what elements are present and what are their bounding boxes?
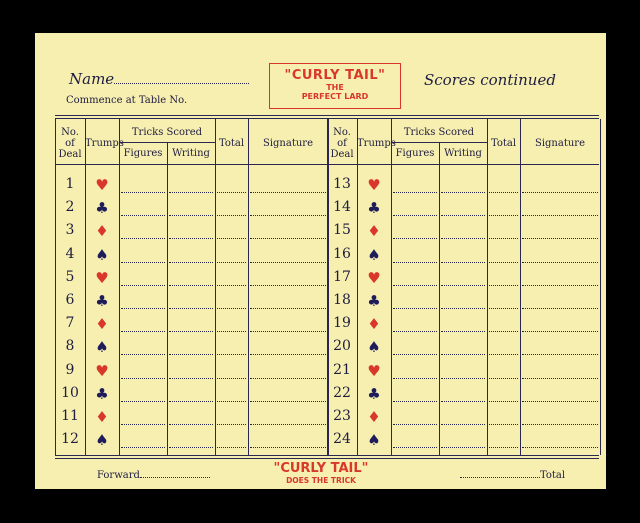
figures-field[interactable] — [393, 192, 437, 193]
total-field[interactable] — [217, 192, 246, 193]
column-rule — [248, 119, 249, 455]
writing-field[interactable] — [441, 262, 485, 263]
deal-number: 23 — [333, 408, 351, 424]
total-field[interactable] — [489, 354, 518, 355]
diamond-icon: ♦ — [95, 408, 109, 426]
signature-field[interactable] — [522, 308, 598, 309]
trumps-header: Trumps — [85, 138, 124, 149]
total-field[interactable] — [489, 192, 518, 193]
figures-field[interactable] — [121, 192, 165, 193]
total-field[interactable] — [217, 308, 246, 309]
tricks-subheader-rule — [119, 142, 215, 143]
club-icon: ♣ — [367, 384, 381, 403]
figures-field[interactable] — [393, 424, 437, 425]
figures-field[interactable] — [121, 378, 165, 379]
table-top-rule — [55, 115, 599, 116]
no-of-deal-header-line-1: No. — [61, 127, 79, 138]
club-icon: ♣ — [95, 384, 109, 403]
signature-field[interactable] — [250, 192, 326, 193]
deal-number: 15 — [333, 222, 351, 239]
writing-field[interactable] — [441, 447, 485, 448]
column-rule — [487, 119, 488, 455]
club-icon: ♣ — [367, 199, 381, 218]
deal-number: 16 — [333, 245, 351, 262]
signature-field[interactable] — [250, 215, 326, 216]
writing-header: Writing — [172, 148, 210, 159]
signature-field[interactable] — [250, 285, 326, 286]
diamond-icon: ♦ — [95, 315, 109, 334]
deal-number: 3 — [65, 222, 75, 239]
spade-icon: ♠ — [367, 338, 381, 357]
total-row — [460, 470, 565, 481]
table-bottom-rule-2 — [55, 458, 599, 459]
column-rule — [391, 119, 392, 455]
club-icon: ♣ — [95, 199, 109, 218]
spade-icon: ♠ — [367, 431, 381, 450]
deal-number: 10 — [61, 384, 79, 401]
writing-field[interactable] — [441, 424, 485, 425]
writing-header: Writing — [444, 148, 482, 159]
writing-field[interactable] — [441, 354, 485, 355]
writing-field[interactable] — [169, 378, 213, 379]
trumps-header: Trumps — [357, 138, 396, 149]
signature-field[interactable] — [522, 401, 598, 402]
deal-number: 20 — [333, 338, 351, 355]
deal-number: 13 — [333, 176, 351, 192]
forward-field[interactable] — [140, 477, 210, 478]
footer-brand — [271, 461, 371, 485]
total-field[interactable] — [217, 215, 246, 216]
diamond-icon: ♦ — [95, 222, 109, 241]
total-field[interactable] — [489, 285, 518, 286]
figures-field[interactable] — [121, 331, 165, 332]
column-rule — [215, 119, 216, 455]
total-field[interactable] — [217, 331, 246, 332]
writing-field[interactable] — [441, 238, 485, 239]
figures-header: Figures — [123, 148, 163, 159]
figures-field[interactable] — [121, 424, 165, 425]
spade-icon: ♠ — [95, 338, 109, 357]
deal-number: 22 — [333, 384, 351, 401]
signature-field[interactable] — [250, 262, 326, 263]
total-field[interactable] — [217, 354, 246, 355]
figures-field[interactable] — [393, 238, 437, 239]
figures-field[interactable] — [121, 308, 165, 309]
total-field[interactable] — [489, 262, 518, 263]
diamond-icon: ♦ — [367, 408, 381, 426]
heart-icon: ♥ — [367, 361, 381, 380]
heart-icon: ♥ — [95, 176, 109, 194]
heart-icon: ♥ — [367, 268, 381, 287]
total-field[interactable] — [217, 378, 246, 379]
total-field[interactable] — [217, 285, 246, 286]
no-of-deal-header-line-2: of — [337, 138, 347, 149]
scores-continued-label: Scores continued — [424, 71, 556, 89]
signature-field[interactable] — [250, 331, 326, 332]
column-rule — [85, 119, 86, 455]
total-field[interactable] — [489, 378, 518, 379]
signature-header: Signature — [262, 138, 313, 149]
footer-brand-title: "CURLY TAIL" — [273, 461, 369, 476]
writing-field[interactable] — [441, 331, 485, 332]
signature-field[interactable] — [522, 378, 598, 379]
figures-field[interactable] — [121, 285, 165, 286]
signature-field[interactable] — [250, 238, 326, 239]
figures-header: Figures — [395, 148, 435, 159]
writing-field[interactable] — [169, 285, 213, 286]
writing-field[interactable] — [441, 285, 485, 286]
writing-field[interactable] — [169, 192, 213, 193]
name-field[interactable] — [114, 83, 249, 84]
writing-field[interactable] — [441, 192, 485, 193]
heart-icon: ♥ — [95, 268, 109, 287]
deal-number: 8 — [65, 338, 75, 355]
writing-field[interactable] — [441, 401, 485, 402]
tricks-subheader-rule — [391, 142, 487, 143]
deal-number: 9 — [65, 361, 75, 378]
spade-icon: ♠ — [367, 245, 381, 264]
column-rule — [439, 143, 440, 455]
column-rule — [119, 119, 120, 455]
figures-field[interactable] — [393, 331, 437, 332]
name-label-row — [69, 70, 249, 88]
writing-field[interactable] — [441, 308, 485, 309]
no-of-deal-header-line-3: Deal — [58, 149, 82, 160]
deal-number: 5 — [65, 268, 75, 285]
signature-field[interactable] — [250, 378, 326, 379]
deal-number: 1 — [65, 176, 75, 192]
writing-field[interactable] — [169, 447, 213, 448]
figures-field[interactable] — [393, 285, 437, 286]
signature-field[interactable] — [522, 238, 598, 239]
brand-line-2: THE — [326, 83, 344, 92]
heart-icon: ♥ — [367, 176, 381, 194]
total-field[interactable] — [217, 401, 246, 402]
figures-field[interactable] — [121, 447, 165, 448]
writing-field[interactable] — [169, 354, 213, 355]
club-icon: ♣ — [367, 292, 381, 310]
column-rule — [327, 119, 328, 455]
club-icon: ♣ — [95, 292, 109, 310]
signature-field[interactable] — [522, 354, 598, 355]
signature-field[interactable] — [250, 354, 326, 355]
signature-field[interactable] — [522, 424, 598, 425]
total-field[interactable] — [489, 424, 518, 425]
forward-row — [97, 470, 210, 481]
total-field[interactable] — [217, 424, 246, 425]
deal-number: 24 — [333, 431, 351, 448]
signature-field[interactable] — [250, 447, 326, 448]
writing-field[interactable] — [169, 215, 213, 216]
deal-number: 18 — [333, 292, 351, 308]
diamond-icon: ♦ — [367, 315, 381, 334]
figures-field[interactable] — [393, 378, 437, 379]
figures-field[interactable] — [393, 447, 437, 448]
column-rule — [55, 119, 56, 455]
figures-field[interactable] — [393, 401, 437, 402]
total-header: Total — [490, 138, 517, 149]
score-card — [35, 33, 606, 489]
figures-field[interactable] — [121, 215, 165, 216]
total-field[interactable] — [489, 401, 518, 402]
column-rule — [520, 119, 521, 455]
writing-field[interactable] — [169, 401, 213, 402]
column-rule — [600, 119, 601, 455]
spade-icon: ♠ — [95, 245, 109, 264]
footer-brand-slogan: DOES THE TRICK — [286, 476, 356, 485]
tricks-scored-header: Tricks Scored — [131, 127, 203, 138]
writing-field[interactable] — [169, 424, 213, 425]
writing-field[interactable] — [169, 262, 213, 263]
deal-number: 6 — [65, 292, 75, 308]
writing-field[interactable] — [169, 238, 213, 239]
no-of-deal-header-line-2: of — [65, 138, 75, 149]
figures-field[interactable] — [393, 262, 437, 263]
total-field[interactable] — [489, 308, 518, 309]
deal-number: 7 — [65, 315, 75, 332]
figures-field[interactable] — [121, 401, 165, 402]
commence-label: Commence at Table No. — [66, 95, 188, 106]
deal-number: 4 — [65, 245, 75, 262]
total-field[interactable] — [217, 447, 246, 448]
no-of-deal-header-line-3: Deal — [330, 149, 354, 160]
signature-field[interactable] — [522, 447, 598, 448]
writing-field[interactable] — [441, 378, 485, 379]
tricks-scored-header: Tricks Scored — [403, 127, 475, 138]
signature-field[interactable] — [522, 285, 598, 286]
figures-field[interactable] — [393, 215, 437, 216]
signature-field[interactable] — [522, 192, 598, 193]
signature-field[interactable] — [522, 215, 598, 216]
column-rule — [167, 143, 168, 455]
heart-icon: ♥ — [95, 361, 109, 380]
writing-field[interactable] — [169, 331, 213, 332]
brand-box — [269, 63, 401, 109]
signature-field[interactable] — [250, 424, 326, 425]
deal-number: 11 — [61, 408, 79, 424]
deal-number: 21 — [333, 361, 351, 378]
deal-number: 17 — [333, 268, 351, 285]
writing-field[interactable] — [169, 308, 213, 309]
figures-field[interactable] — [393, 308, 437, 309]
signature-header: Signature — [534, 138, 585, 149]
table-bottom-rule — [55, 455, 599, 456]
figures-field[interactable] — [121, 354, 165, 355]
total-field[interactable] — [217, 262, 246, 263]
spade-icon: ♠ — [95, 431, 109, 450]
total-field[interactable] — [460, 477, 540, 478]
deal-number: 12 — [61, 431, 79, 448]
deal-number: 2 — [65, 199, 75, 216]
total-header: Total — [218, 138, 245, 149]
total-field[interactable] — [489, 238, 518, 239]
deal-number: 14 — [333, 199, 351, 216]
signature-field[interactable] — [250, 308, 326, 309]
figures-field[interactable] — [393, 354, 437, 355]
diamond-icon: ♦ — [367, 222, 381, 241]
brand-title: "CURLY TAIL" — [284, 68, 386, 83]
signature-field[interactable] — [522, 262, 598, 263]
figures-field[interactable] — [121, 238, 165, 239]
writing-field[interactable] — [441, 215, 485, 216]
total-field[interactable] — [217, 238, 246, 239]
no-of-deal-header-line-1: No. — [333, 127, 351, 138]
deal-number: 19 — [333, 315, 351, 332]
total-field[interactable] — [489, 331, 518, 332]
name-label: Name — [69, 70, 115, 88]
total-field[interactable] — [489, 447, 518, 448]
total-field[interactable] — [489, 215, 518, 216]
signature-field[interactable] — [522, 331, 598, 332]
column-rule — [328, 119, 329, 455]
total-label: Total — [540, 470, 566, 481]
forward-label: Forward — [97, 470, 140, 481]
signature-field[interactable] — [250, 401, 326, 402]
column-rule — [357, 119, 358, 455]
brand-line-3: PERFECT LARD — [301, 92, 369, 101]
figures-field[interactable] — [121, 262, 165, 263]
